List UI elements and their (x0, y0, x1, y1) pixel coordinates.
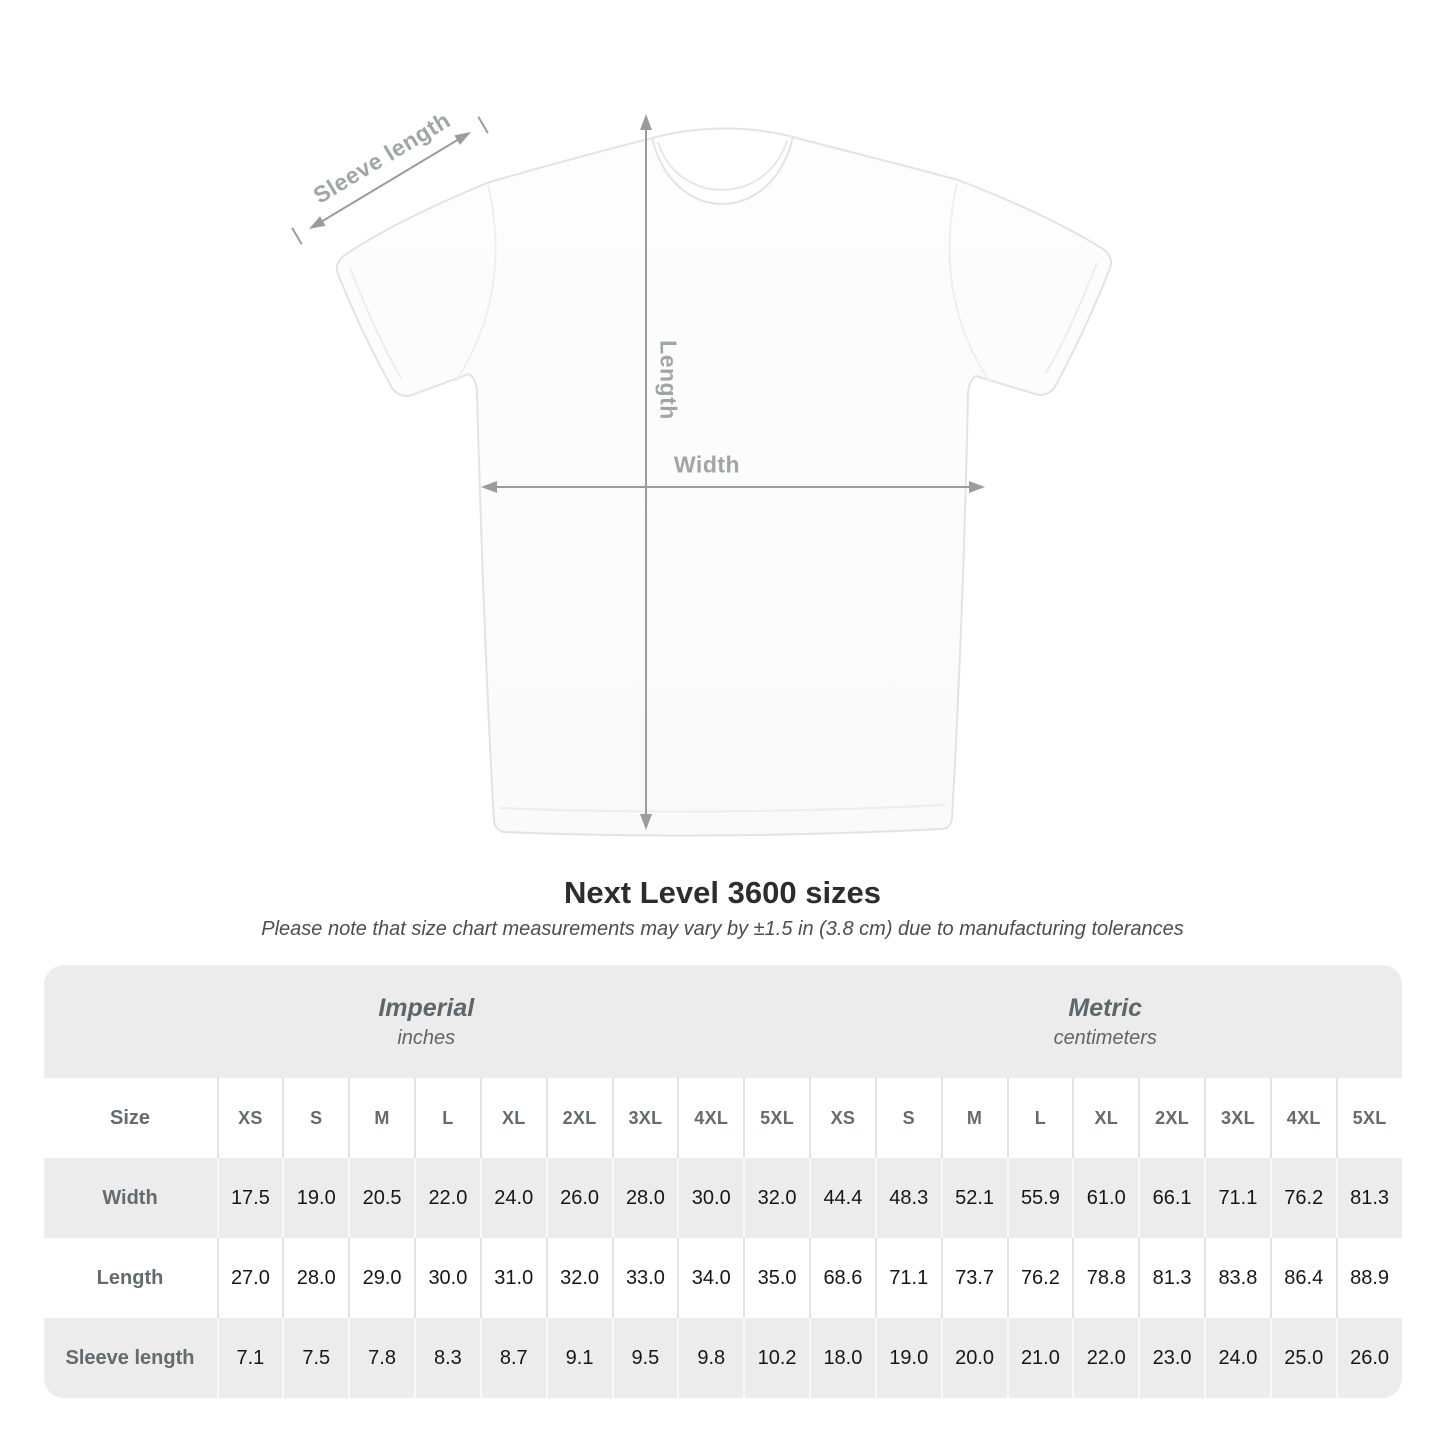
value-cell: 34.0 (677, 1238, 743, 1318)
value-cell: 24.0 (1204, 1318, 1270, 1398)
value-cell: 22.0 (1072, 1318, 1138, 1398)
row-label: Sleeve length (65, 1346, 195, 1369)
metric-unit-header (809, 965, 1402, 1078)
value-cell: 32.0 (743, 1158, 809, 1238)
value-cell: 23.0 (1138, 1318, 1204, 1398)
value-cell: 20.5 (348, 1158, 414, 1238)
measurement-row-sleeve-length (44, 1318, 1402, 1398)
value-cell: 44.4 (809, 1158, 875, 1238)
page-title: Next Level 3600 sizes (563, 875, 882, 910)
size-header-imperial-4xl: 4XL (677, 1078, 743, 1158)
sleeve-length-dimension-label: Sleeve length (308, 106, 455, 209)
measurement-row-width (44, 1158, 1402, 1238)
value-cell: 32.0 (546, 1238, 612, 1318)
metric-label: Metric (1068, 993, 1143, 1022)
value-cell: 86.4 (1270, 1238, 1336, 1318)
value-cell: 73.7 (941, 1238, 1007, 1318)
value-cell: 10.2 (743, 1318, 809, 1398)
value-cell: 66.1 (1138, 1158, 1204, 1238)
value-cell: 8.7 (480, 1318, 546, 1398)
value-cell: 48.3 (875, 1158, 941, 1238)
value-cell: 7.8 (348, 1318, 414, 1398)
value-cell: 20.0 (941, 1318, 1007, 1398)
size-header-row (44, 1078, 1402, 1158)
value-cell: 25.0 (1270, 1318, 1336, 1398)
measurement-row-length (44, 1238, 1402, 1318)
row-label: Length (96, 1266, 164, 1289)
value-cell: 28.0 (282, 1238, 348, 1318)
unit-header-band (44, 965, 1402, 1078)
size-header-metric-2xl: 2XL (1138, 1078, 1204, 1158)
value-cell: 29.0 (348, 1238, 414, 1318)
value-cell: 88.9 (1336, 1238, 1402, 1318)
value-cell: 55.9 (1007, 1158, 1073, 1238)
imperial-sublabel: inches (397, 1026, 456, 1049)
size-header-imperial-3xl: 3XL (612, 1078, 678, 1158)
width-dimension-label: Width (673, 451, 741, 478)
value-cell: 71.1 (1204, 1158, 1270, 1238)
tolerance-note: Please note that size chart measurements may vary by ±1.5 in (3.8 cm) due to manufacturing tolerances (261, 918, 1184, 940)
size-header-imperial-xl: XL (480, 1078, 546, 1158)
value-cell: 22.0 (414, 1158, 480, 1238)
value-cell: 28.0 (612, 1158, 678, 1238)
value-cell: 76.2 (1007, 1238, 1073, 1318)
size-header-metric-s: S (875, 1078, 941, 1158)
length-dimension-label: Length (655, 340, 682, 420)
value-cell: 18.0 (809, 1318, 875, 1398)
value-cell: 19.0 (875, 1318, 941, 1398)
size-header-imperial-2xl: 2XL (546, 1078, 612, 1158)
value-cell: 9.1 (546, 1318, 612, 1398)
size-header-metric-l: L (1007, 1078, 1073, 1158)
value-cell: 9.8 (677, 1318, 743, 1398)
size-header-metric-3xl: 3XL (1204, 1078, 1270, 1158)
metric-sublabel: centimeters (1053, 1026, 1157, 1049)
value-cell: 7.1 (217, 1318, 283, 1398)
value-cell: 9.5 (612, 1318, 678, 1398)
value-cell: 81.3 (1336, 1158, 1402, 1238)
value-cell: 30.0 (677, 1158, 743, 1238)
size-table-rows (44, 1078, 1402, 1398)
collar-back-seam (652, 128, 793, 138)
value-cell: 52.1 (941, 1158, 1007, 1238)
value-cell: 26.0 (1336, 1318, 1402, 1398)
value-cell: 8.3 (414, 1318, 480, 1398)
size-header-imperial-xs: XS (217, 1078, 283, 1158)
value-cell: 68.6 (809, 1238, 875, 1318)
value-cell: 7.5 (282, 1318, 348, 1398)
value-cell: 83.8 (1204, 1238, 1270, 1318)
size-header-imperial-s: S (282, 1078, 348, 1158)
value-cell: 26.0 (546, 1158, 612, 1238)
imperial-unit-header (44, 965, 810, 1078)
value-cell: 76.2 (1270, 1158, 1336, 1238)
value-cell: 35.0 (743, 1238, 809, 1318)
size-header-metric-xs: XS (809, 1078, 875, 1158)
size-header-imperial-l: L (414, 1078, 480, 1158)
value-cell: 24.0 (480, 1158, 546, 1238)
row-label: Width (102, 1186, 158, 1209)
value-cell: 27.0 (217, 1238, 283, 1318)
size-header-metric-5xl: 5XL (1336, 1078, 1402, 1158)
imperial-label: Imperial (378, 993, 475, 1022)
size-header-metric-m: M (941, 1078, 1007, 1158)
value-cell: 19.0 (282, 1158, 348, 1238)
value-cell: 21.0 (1007, 1318, 1073, 1398)
value-cell: 78.8 (1072, 1238, 1138, 1318)
value-cell: 33.0 (612, 1238, 678, 1318)
value-cell: 17.5 (217, 1158, 283, 1238)
size-header-metric-xl: XL (1072, 1078, 1138, 1158)
value-cell: 61.0 (1072, 1158, 1138, 1238)
size-column-header: Size (109, 1106, 151, 1129)
collar-inner-seam (658, 141, 787, 190)
size-header-metric-4xl: 4XL (1270, 1078, 1336, 1158)
value-cell: 81.3 (1138, 1238, 1204, 1318)
size-header-imperial-5xl: 5XL (743, 1078, 809, 1158)
value-cell: 30.0 (414, 1238, 480, 1318)
size-table (44, 965, 1402, 1398)
value-cell: 31.0 (480, 1238, 546, 1318)
value-cell: 71.1 (875, 1238, 941, 1318)
size-header-imperial-m: M (348, 1078, 414, 1158)
